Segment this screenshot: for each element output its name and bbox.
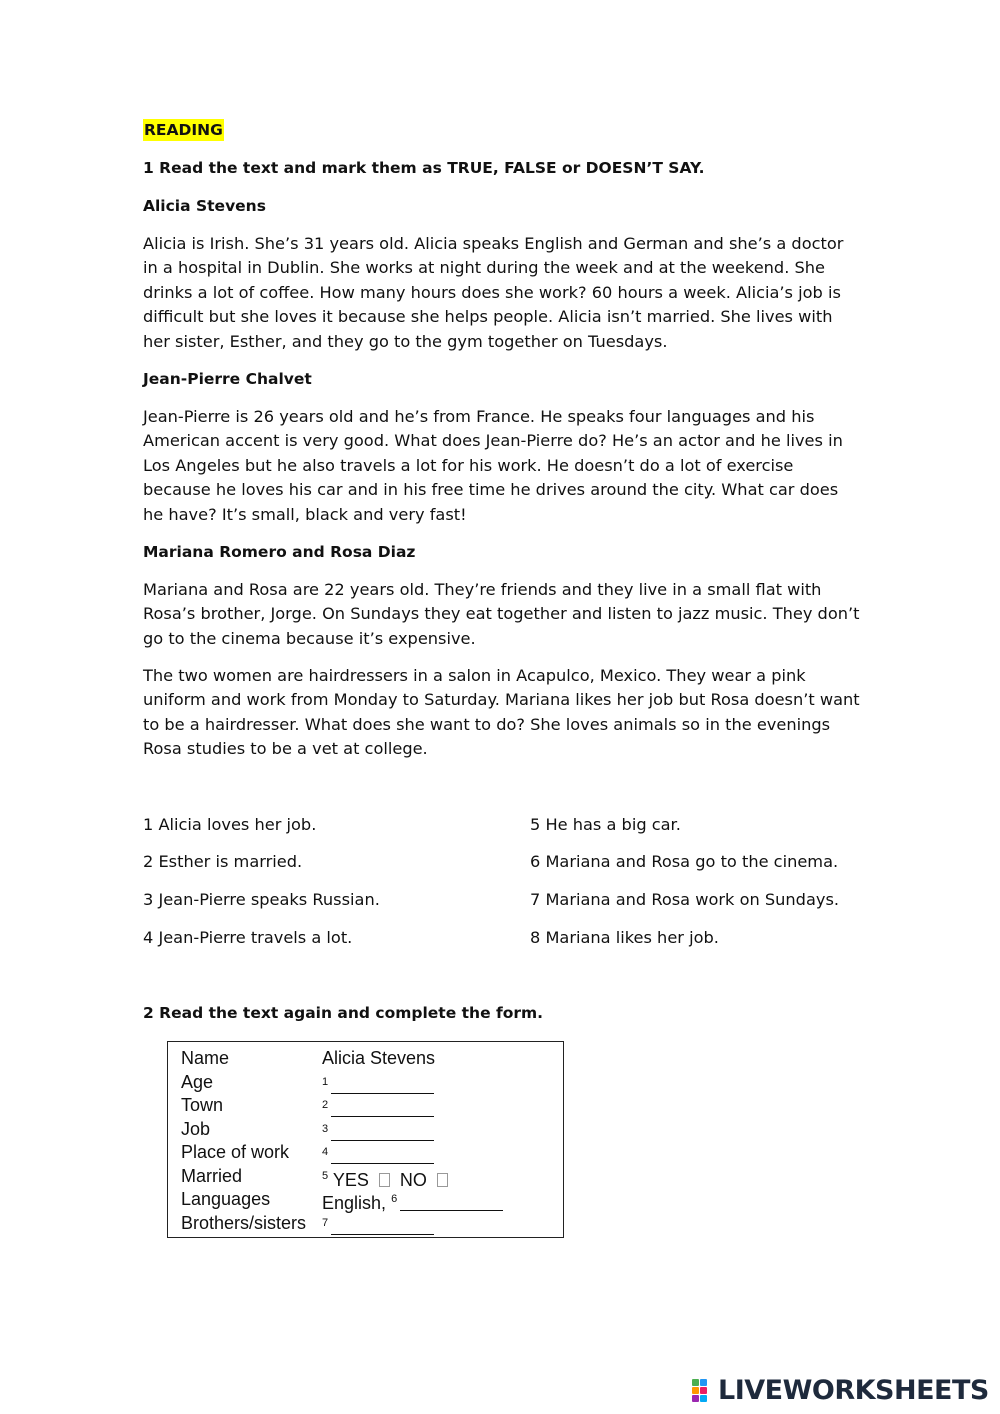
- age-blank[interactable]: [331, 1078, 434, 1094]
- job-blank[interactable]: [331, 1125, 434, 1141]
- form-value-languages: English,: [322, 1193, 387, 1213]
- form-num-age: 1: [322, 1076, 329, 1088]
- statement-7: 7 Mariana and Rosa work on Sundays.: [530, 890, 840, 909]
- alicia-paragraph: Alicia is Irish. She’s 31 years old. Alicia speaks English and German and she’s a doctor in a hospital in Dublin. She works at night during the week and at the weekend. She drinks a lot of coffee. How many hours does she work? 60 hours a week. Alicia’s job is difficult but she loves it because she helps people. Alicia isn’t married. She lives with her sister, Esther, and they go to the gym together on Tuesdays.: [143, 234, 844, 351]
- form-num-place: 4: [322, 1146, 329, 1158]
- form-value-name: Alicia Stevens: [322, 1048, 436, 1068]
- form-num-languages: 6: [391, 1193, 398, 1205]
- no-checkbox[interactable]: [437, 1173, 448, 1187]
- form-label-siblings: Brothers/sisters: [181, 1213, 307, 1233]
- exercise1-instruction: 1 Read the text and mark them as TRUE, FALSE or DOESN’T SAY.: [143, 159, 705, 177]
- form-num-job: 3: [322, 1123, 329, 1135]
- statement-6: 6 Mariana and Rosa go to the cinema.: [530, 852, 839, 871]
- logo-text: LIVEWORKSHEETS: [718, 1374, 989, 1406]
- statement-2: 2 Esther is married.: [143, 852, 303, 871]
- section-title: READING: [144, 121, 223, 139]
- person-name-jean-pierre: Jean-Pierre Chalvet: [143, 370, 312, 388]
- form-label-town: Town: [181, 1095, 224, 1115]
- statement-3: 3 Jean-Pierre speaks Russian.: [143, 890, 380, 909]
- statement-4: 4 Jean-Pierre travels a lot.: [143, 928, 353, 947]
- person-name-mariana-rosa: Mariana Romero and Rosa Diaz: [143, 543, 416, 561]
- form-label-age: Age: [181, 1072, 214, 1092]
- form-label-place: Place of work: [181, 1142, 290, 1162]
- siblings-blank[interactable]: [331, 1219, 434, 1235]
- form-label-languages: Languages: [181, 1189, 271, 1209]
- languages-blank[interactable]: [400, 1195, 503, 1211]
- logo-mark-icon: [692, 1377, 714, 1403]
- yes-label: YES: [332, 1170, 369, 1190]
- form-label-job: Job: [181, 1119, 211, 1139]
- no-label: NO: [399, 1170, 427, 1190]
- yes-checkbox[interactable]: [379, 1173, 390, 1187]
- mariana-rosa-paragraph-2: The two women are hairdressers in a salon in Acapulco, Mexico. They wear a pink uniform and work from Monday to Saturday. Mariana likes her job but Rosa doesn’t want to be a hairdresser. What does she want to do? She loves animals so in the evenings Rosa studies to be a vet at college.: [143, 666, 860, 759]
- statement-8: 8 Mariana likes her job.: [530, 928, 719, 947]
- place-blank[interactable]: [331, 1148, 434, 1164]
- town-blank[interactable]: [331, 1101, 434, 1117]
- form-num-siblings: 7: [322, 1217, 329, 1229]
- statement-1: 1 Alicia loves her job.: [143, 815, 317, 834]
- form-num-town: 2: [322, 1099, 329, 1111]
- form-label-married: Married: [181, 1166, 243, 1186]
- jean-pierre-paragraph: Jean-Pierre is 26 years old and he’s from France. He speaks four languages and his American accent is very good. What does Jean-Pierre do? He’s an actor and he lives in Los Angeles but he also travels a lot for his work. He doesn’t do a lot of exercise because he loves his car and in his free time he drives around the city. What car does he have? It’s small, black and very fast!: [143, 407, 843, 524]
- statement-5: 5 He has a big car.: [530, 815, 681, 834]
- exercise2-instruction: 2 Read the text again and complete the form.: [143, 1004, 544, 1022]
- liveworksheets-logo: [692, 1374, 989, 1406]
- person-name-alicia: Alicia Stevens: [143, 197, 266, 215]
- personal-info-form: [167, 1041, 564, 1238]
- form-num-married: 5: [322, 1170, 329, 1182]
- form-label-name: Name: [181, 1048, 230, 1068]
- mariana-rosa-paragraph-1: Mariana and Rosa are 22 years old. They’re friends and they live in a small flat with Rosa’s brother, Jorge. On Sundays they eat together and listen to jazz music. They don’t go to the cinema because it’s expensive.: [143, 580, 860, 648]
